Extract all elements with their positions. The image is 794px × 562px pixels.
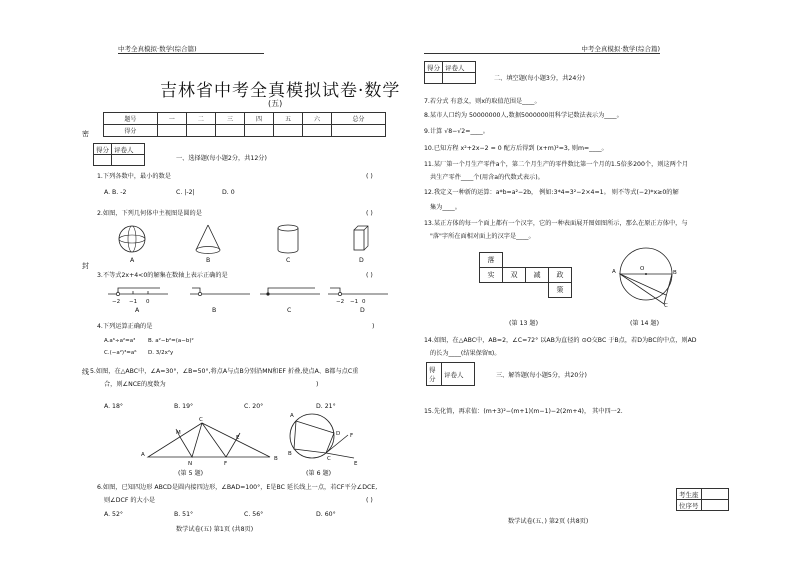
- q6-fig-label-e: E: [354, 461, 358, 467]
- q1-option-c: C. |-2|: [176, 189, 195, 196]
- q3-label-c: C: [287, 307, 292, 314]
- q5-fig-label-e: E: [236, 435, 240, 441]
- q4-option-d: D. 3/2x²y: [148, 350, 174, 356]
- grader-score-label: 得分: [425, 62, 443, 73]
- score-cell: [303, 125, 332, 137]
- score-row-label: 得分: [104, 125, 158, 137]
- q12-text-2: 集为____。: [430, 204, 461, 211]
- right-page-header: 中考全真模拟·数学(综合篇): [424, 44, 660, 54]
- q1-text: 1.下列各数中，最小的数是: [97, 173, 171, 180]
- q14-fig-label-b: B: [673, 270, 677, 276]
- q5-text: 5.如图，在△ABC中，∠A=30°，∠B=50°,将点A与点B分别沿MN和EF 折叠,使点A、B都与点C重: [90, 368, 359, 375]
- q14-circle-figure: [608, 248, 698, 310]
- seat-label: 考生座: [677, 489, 702, 500]
- score-header-cell: 题号: [104, 113, 158, 125]
- q3-label-d: D: [360, 307, 365, 314]
- q11-text: 11.某厂第一个月生产零件a个，第二个月生产的零件数比第一个月的1.5倍多200个，则这两个月: [424, 161, 689, 168]
- q1-option-d: D. 0: [222, 189, 235, 196]
- score-cell: [274, 125, 303, 137]
- q6-fig-label-f: F: [350, 433, 354, 439]
- cube-face: 减: [526, 268, 549, 283]
- q6-option-d: D. 60°: [316, 511, 336, 518]
- grader-name-label: 评卷人: [442, 363, 475, 386]
- q5-fig-label-b: B: [274, 456, 278, 462]
- q3-axis-tick: −2: [336, 299, 345, 305]
- q3-axis-tick: −1: [350, 299, 359, 305]
- cube-face: 双: [503, 268, 526, 283]
- q11-text-2: 共生产零件____个(用含a的代数式表示)。: [430, 174, 544, 181]
- left-page-header: 中考全真模拟·数学(综合篇): [118, 44, 264, 54]
- q2-label-c: C: [286, 257, 291, 264]
- q6-option-b: B. 51°: [174, 511, 194, 518]
- score-cell: [157, 125, 186, 137]
- q14-fig-label-c: C: [664, 303, 668, 309]
- q5-fig-label-n: N: [188, 461, 193, 467]
- cube-face: 落: [480, 253, 503, 268]
- sphere-icon: [119, 226, 145, 252]
- grader-name-cell: [443, 73, 476, 84]
- q7-text: 7.若分式 有意义，则x的取值范围是____。: [424, 98, 541, 105]
- q6-fig-label-d: D: [336, 431, 341, 437]
- q5-fig-label-a: A: [141, 452, 145, 458]
- q6-text: 6.如图，已知四边形 ABCD是圆内接四边形，∠BAD=100°，E是BC 延长线上一点，若CF平分∠DCE,: [97, 484, 378, 491]
- q5-option-c: C. 20°: [244, 403, 264, 410]
- q5-figure-caption: (第 5 题): [178, 470, 204, 477]
- q3-axis-tick: −1: [129, 299, 138, 305]
- q6-fig-label-b: B: [288, 451, 292, 457]
- q5-fig-label-c: C: [199, 417, 203, 423]
- q2-label-b: B: [206, 257, 211, 264]
- grader-box-right-2: [426, 362, 475, 386]
- q10-text: 10.已知方程 x²+2x−2 = 0 配方后得到 (x+m)²=3, 则m=____。: [424, 145, 608, 152]
- seat-number-box: [676, 488, 729, 511]
- score-table: [103, 112, 386, 137]
- grader-score-cell: [425, 73, 443, 84]
- q5-option-b: B. 19°: [174, 403, 194, 410]
- cube-face: 实: [480, 268, 503, 283]
- q6-text-2: 则∠DCF 的大小是: [104, 497, 156, 504]
- q2-solids-figure: [100, 220, 390, 265]
- q13-figure-caption: (第 13 题): [509, 320, 539, 327]
- grader-score-cell: [94, 155, 112, 166]
- section-3-title: 三、解答题(每小题5分，共20分): [496, 372, 587, 379]
- seat-value-cell: [701, 489, 728, 500]
- q6-paren: ( ): [366, 497, 373, 504]
- q13-text-2: "落"字所在面相对面上的汉字是____。: [430, 233, 535, 240]
- grader-box-left: [93, 143, 145, 166]
- exam-title: 吉林省中考全真模拟试卷·数学: [160, 81, 401, 101]
- q2-paren: ( ): [366, 210, 373, 217]
- q3-text: 3.不等式2x+4<0的解集在数轴上表示正确的是: [97, 272, 228, 279]
- exam-subtitle: (五): [268, 99, 283, 108]
- q3-paren: ( ): [366, 272, 373, 279]
- q3-axis-tick: −2: [112, 299, 121, 305]
- q5-option-d: D. 21°: [316, 403, 336, 410]
- score-header-cell: 六: [303, 113, 332, 125]
- q6-fig-label-c: C: [327, 456, 331, 462]
- right-page-footer: 数学试卷(五、) 第2页 (共8页): [508, 518, 589, 525]
- cube-face: 政: [549, 268, 572, 283]
- q6-fig-label-a: A: [290, 413, 294, 419]
- q1-paren: ( ): [366, 173, 373, 180]
- side-label-mi: 密: [82, 130, 89, 138]
- cube-face: 策: [549, 283, 572, 298]
- q6-figure-caption: (第 6 题): [306, 470, 332, 477]
- q14-text: 14.如图，在△ABC中，AB=2，∠C=72° 以AB为直径的 ⊙O交BC 于B点，若D为BC的中点，则AD: [424, 337, 697, 344]
- left-page-footer: 数学试卷(五) 第1页 (共8页): [176, 526, 254, 533]
- q4-option-c: C.(−a²)³=a⁶: [104, 350, 137, 356]
- grader-name-cell: [112, 155, 145, 166]
- q8-text: 8.某市人口约为 50000000人,数据5000000用科学记数法表示为____。: [424, 112, 623, 119]
- grader-score-label: 得分: [427, 363, 442, 386]
- score-cell: [186, 125, 215, 137]
- grader-name-label: 评卷人: [112, 144, 145, 155]
- q4-text: 4.下列运算正确的是: [97, 323, 153, 330]
- cylinder-icon: [278, 225, 298, 253]
- side-label-xian: 线: [82, 368, 89, 376]
- q3-number-lines: [100, 286, 390, 304]
- q3-axis-tick: 0: [146, 299, 150, 305]
- q4-paren: ): [372, 323, 375, 330]
- q5-fig-label-f: F: [224, 461, 228, 467]
- grader-box-right: [424, 61, 476, 84]
- seat-label: 位序号: [677, 500, 702, 511]
- q3-label-b: B: [212, 307, 217, 314]
- q14-figure-caption: (第 14 题): [630, 320, 660, 327]
- q4-option-b: B. a²−b²=(a−b)²: [148, 338, 194, 344]
- q5-triangle-figure: [140, 415, 280, 465]
- side-label-feng: 封: [82, 262, 89, 270]
- q13-cube-net: [479, 252, 572, 298]
- score-header-cell: 二: [186, 113, 215, 125]
- score-cell: [215, 125, 244, 137]
- section-1-title: 一、选择题(每小题2分，共12分): [176, 155, 267, 162]
- q14-text-2: 的长为____(结果保留π)。: [430, 350, 501, 357]
- score-header-cell: 五: [274, 113, 303, 125]
- score-cell: [332, 125, 386, 137]
- score-cell: [244, 125, 273, 137]
- q4-option-a: A.a⁶÷a²=a³: [104, 338, 136, 344]
- q2-label-a: A: [130, 257, 135, 264]
- score-header-cell: 三: [215, 113, 244, 125]
- q6-option-a: A. 52°: [104, 511, 124, 518]
- q13-text: 13.某正方体的每一个面上都有一个汉字，它的一种表面展开图如图所示，那么在原正方体中，与: [424, 220, 688, 227]
- section-2-title: 二、填空题(每小题3分，共24分): [494, 75, 585, 82]
- q3-label-a: A: [135, 307, 140, 314]
- cone-icon: [196, 225, 220, 254]
- q5-text-2: 合，则∠NCE的度数为: [104, 381, 166, 388]
- q12-text: 12.我定义一种新的运算：a*b=a²−2b， 例如:3*4=3²−2×4=1。 则不等式(−2)*x≥0的解: [424, 189, 679, 196]
- score-header-cell: 一: [157, 113, 186, 125]
- q9-text: 9.计算 √8−√2=____。: [424, 128, 489, 135]
- grader-score-label: 得分: [94, 144, 112, 155]
- q2-label-d: D: [359, 257, 364, 264]
- q1-option-ab: A. B. -2: [104, 189, 127, 196]
- q5-fig-label-m: M: [176, 430, 181, 436]
- prism-icon: [354, 226, 368, 250]
- q5-paren: ): [316, 381, 319, 388]
- q14-fig-label-o: O: [640, 266, 645, 272]
- q15-text: 15.先化简，再求值：(m+3)²−(m+1)(m−1)−2(2m+4)， 其中四一2.: [424, 408, 623, 415]
- q6-option-c: C. 56°: [244, 511, 264, 518]
- q3-axis-tick: 0: [362, 299, 366, 305]
- q14-fig-label-a: A: [612, 269, 616, 275]
- seat-value-cell: [701, 500, 728, 511]
- q5-option-a: A. 18°: [104, 403, 124, 410]
- grader-name-label: 评卷人: [443, 62, 476, 73]
- score-header-cell: 四: [244, 113, 273, 125]
- score-header-cell: 总分: [332, 113, 386, 125]
- q2-text: 2.如图，下列几何体中主视图是圆的是: [97, 210, 202, 217]
